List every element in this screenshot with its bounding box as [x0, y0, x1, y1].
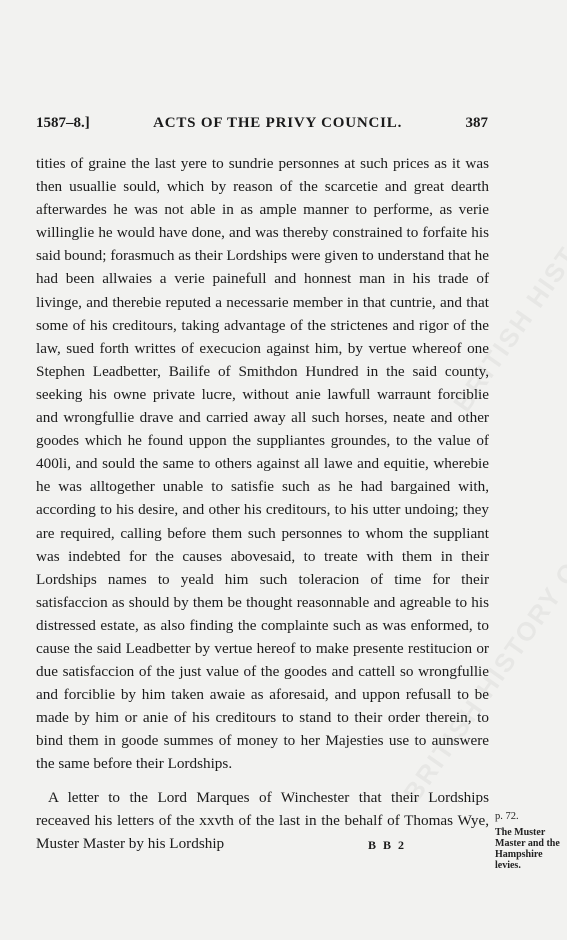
running-header [36, 115, 488, 132]
page-number: 387 [465, 115, 488, 131]
signature-mark: B B 2 [368, 838, 407, 852]
paragraph: A letter to the Lord Marques of Winchester that their Lordships receaved his letters of the xxvth of the last in the behalf of Thomas Wye, Muster Master by his Lordship [36, 788, 489, 852]
paragraph: tities of graine the last yere to sundrie personnes at such prices as it was then usuallie sould, which by reason of the scarcetie and great dearth afterwardes he was not able in as ample manner to performe, as verie willinglie he would have done, and was thereby constrained to forfaite his said bound; forasmuch as their Lordships were given to understand that he had been allwaies a verie painefull and honnest man in his trade of livinge, and therebie reputed a necessarie member in that cuntrie, and that some of his creditours, taking advantage of the strictenes and rigor of the law, sued forth writtes of execucion against him, by vertue whereof one Stephen Leadbetter, Bailife of Smithdon Hundred in the said county, seeking his owne private lucre, without anie lawfull warraunt forciblie and wrongfullie drave and carried away all such horses, neate and other goodes which he found uppon the suppliantes groundes, to the value of 400li, and sould the same to others against all lawe and equitie, wherebie he was alltogether unable to satisfie such as he had bargained with, according to his desire, and other his creditours, to his utter undoing; they are required, calling before them such personnes to whom the suppliant was indebted for the causes abovesaid, to treate with them in their Lordships names to yeald him such toleracion of time for their satisfaccion as should by them be thought reasonnable and agreable to his distressed estate, as also finding the complainte such as was enformed, to cause the said Leadbetter by vertue hereof to make presente restitucion or due satisfaccion of the just value of the goodes and cattell so wrongfullie and forciblie by him taken awaie as aforesaid, and uppon refusall to be made by him or anie of his creditours to stand to their order therein, to bind them in goode summes of money to her Majesties use to aunswere the same before their Lordships. [36, 155, 489, 773]
margin-page-ref: p. 72. [495, 811, 519, 822]
header-title: ACTS OF THE PRIVY COUNCIL. [153, 115, 403, 131]
margin-notes [495, 811, 567, 871]
header-years: 1587–8.] [36, 115, 90, 131]
body-text [36, 152, 489, 855]
margin-note: The Muster Master and the Hampshire levies. [495, 827, 560, 871]
